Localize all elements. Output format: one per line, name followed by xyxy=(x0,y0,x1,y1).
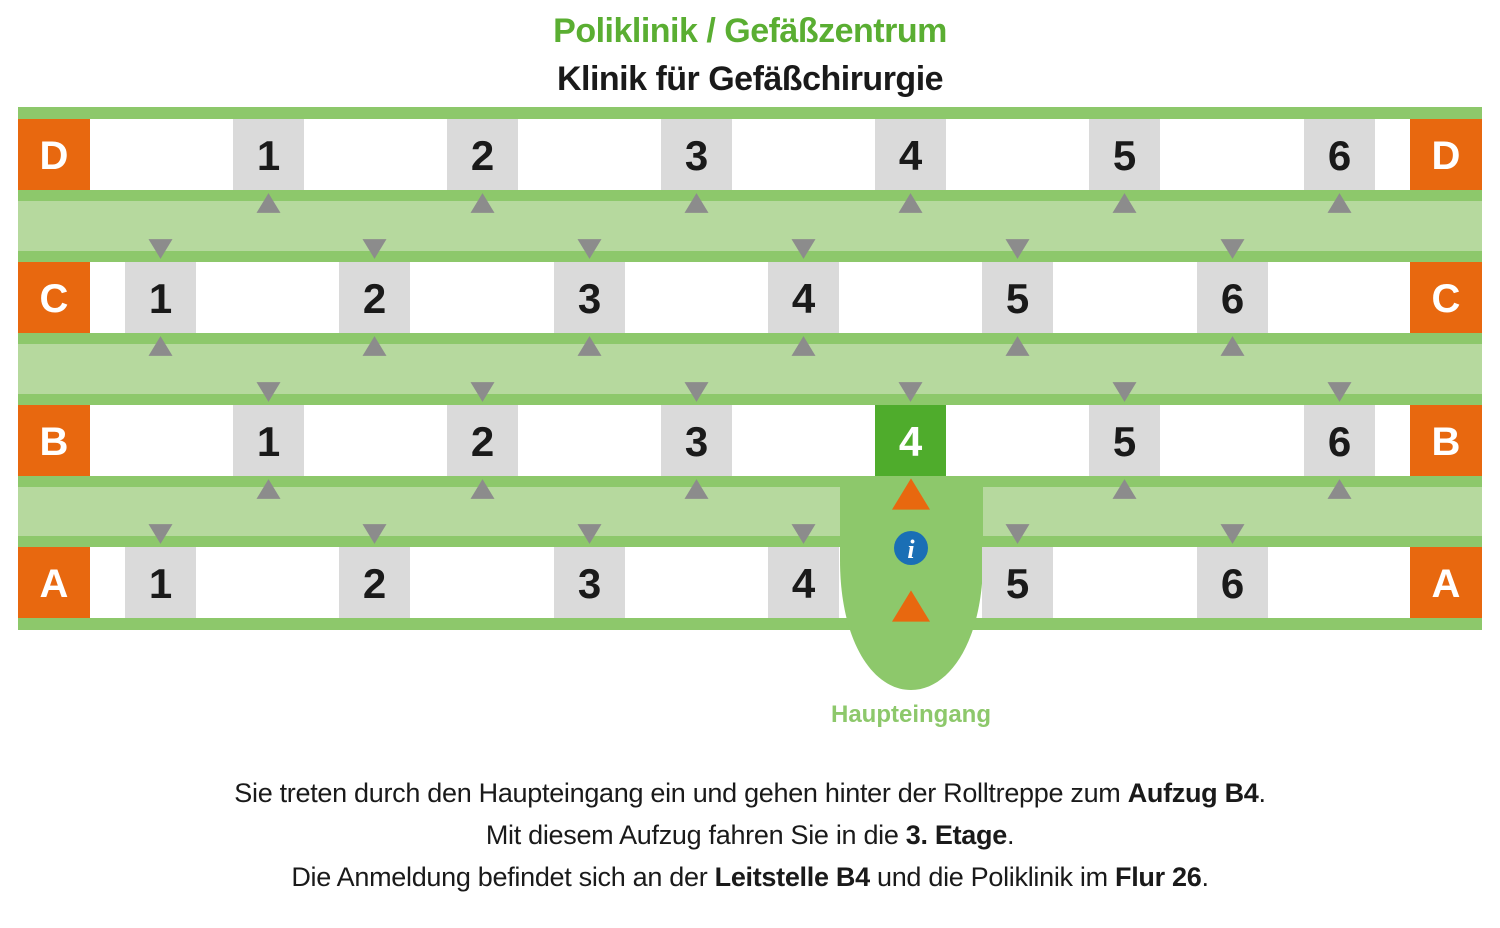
elevator-number-a4: 4 xyxy=(791,560,816,607)
corridor-edge xyxy=(18,251,1482,262)
page-title: Poliklinik / Gefäßzentrum xyxy=(553,12,947,50)
elevator-number-c2: 2 xyxy=(362,275,387,322)
directions-punct: . xyxy=(1006,820,1015,850)
elevator-number-d6: 6 xyxy=(1327,132,1352,179)
directions-corridor: Flur 26 xyxy=(1115,862,1202,892)
corridor-edge xyxy=(18,536,1482,547)
band-top xyxy=(18,107,1482,119)
corridor-edge xyxy=(18,190,1482,201)
elevator-number-a1: 1 xyxy=(148,560,173,607)
corridor-edge xyxy=(18,476,1482,487)
wing-letter-d-right: D xyxy=(1431,134,1461,178)
band-bottom xyxy=(18,618,1482,630)
directions-punct: . xyxy=(1201,862,1209,892)
directions-line-2-text: Mit diesem Aufzug fahren Sie in die xyxy=(485,820,906,850)
elevator-number-a6: 6 xyxy=(1220,560,1245,607)
elevator-number-b4: 4 xyxy=(898,418,923,465)
wing-letter-c-left: C xyxy=(39,277,69,321)
page-subtitle: Klinik für Gefäßchirurgie xyxy=(556,60,944,98)
corridor-edge xyxy=(18,333,1482,344)
directions-line-3-text: Die Anmeldung befindet sich an der xyxy=(291,862,715,892)
wing-letter-a-left: A xyxy=(39,562,69,606)
elevator-number-d5: 5 xyxy=(1112,132,1137,179)
elevator-number-b2: 2 xyxy=(470,418,495,465)
directions-punct: . xyxy=(1258,778,1266,808)
directions-floor: 3. Etage xyxy=(905,820,1007,850)
directions-line-1-text: Sie treten durch den Haupteingang ein und gehen hinter der Rolltreppe zum xyxy=(234,778,1128,808)
elevator-number-b1: 1 xyxy=(256,418,281,465)
info-icon-glyph: i xyxy=(907,535,915,564)
directions-desk: Leitstelle B4 xyxy=(714,862,870,892)
directions-line-1 xyxy=(0,772,1500,814)
wing-letter-d-left: D xyxy=(39,134,69,178)
entrance-label: Haupteingang xyxy=(831,701,991,728)
elevator-number-c3: 3 xyxy=(577,275,602,322)
elevator-number-d1: 1 xyxy=(256,132,281,179)
directions-line-3 xyxy=(0,856,1500,898)
elevator-number-c1: 1 xyxy=(148,275,173,322)
elevator-number-c5: 5 xyxy=(1005,275,1030,322)
directions-line-2 xyxy=(0,814,1500,856)
directions-line-3-mid: und die Poliklinik im xyxy=(869,862,1116,892)
elevator-number-b6: 6 xyxy=(1327,418,1352,465)
elevator-number-d2: 2 xyxy=(470,132,495,179)
elevator-number-d4: 4 xyxy=(898,132,923,179)
elevator-number-b5: 5 xyxy=(1112,418,1137,465)
corridor-edge xyxy=(18,394,1482,405)
elevator-number-a5: 5 xyxy=(1005,560,1030,607)
elevator-number-a2: 2 xyxy=(362,560,387,607)
directions-text xyxy=(0,772,1500,898)
elevator-number-d3: 3 xyxy=(684,132,709,179)
elevator-number-b3: 3 xyxy=(684,418,709,465)
elevator-number-c4: 4 xyxy=(791,275,816,322)
wing-letter-b-right: B xyxy=(1431,420,1461,464)
wing-letter-b-left: B xyxy=(39,420,69,464)
wing-letter-c-right: C xyxy=(1431,277,1461,321)
directions-elevator-b4: Aufzug B4 xyxy=(1127,778,1259,808)
elevator-number-c6: 6 xyxy=(1220,275,1245,322)
wing-letter-a-right: A xyxy=(1431,562,1461,606)
elevator-number-a3: 3 xyxy=(577,560,602,607)
